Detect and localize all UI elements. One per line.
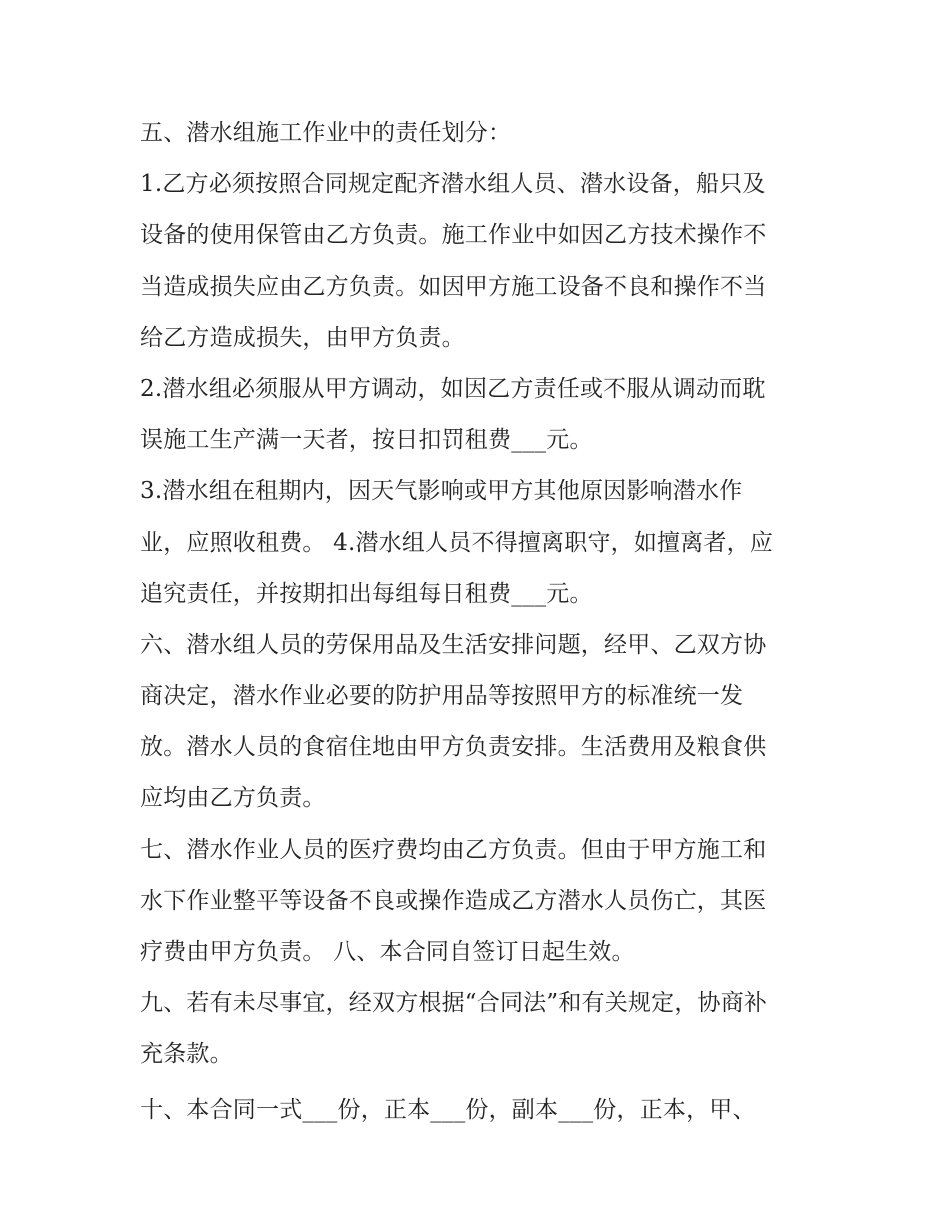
text-line: 给乙方造成损失，由甲方负责。 bbox=[140, 324, 465, 351]
text-line: 2.潜水组必须服从甲方调动，如因乙方责任或不服从调动而耽 bbox=[140, 375, 766, 402]
text-line: 放。潜水人员的食宿住地由甲方负责安排。生活费用及粮食供 bbox=[140, 734, 767, 761]
text-line: 设备的使用保管由乙方负责。施工作业中如因乙方技术操作不 bbox=[140, 222, 767, 249]
text-line: 3.潜水组在租期内，因天气影响或甲方其他原因影响潜水作 bbox=[140, 478, 743, 505]
text-line: 疗费由甲方负责。 八、本合同自签订日起生效。 bbox=[140, 939, 635, 965]
text-line: 当造成损失应由乙方负责。如因甲方施工设备不良和操作不当 bbox=[140, 273, 767, 300]
text-line: 误施工生产满一天者，按日扣罚租费___元。 bbox=[140, 427, 593, 454]
document-body bbox=[140, 108, 815, 1136]
text-line: 商决定，潜水作业必要的防护用品等按照甲方的标准统一发 bbox=[140, 683, 744, 710]
text-line: 六、潜水组人员的劳保用品及生活安排问题，经甲、乙双方协 bbox=[140, 631, 767, 658]
text-line: 充条款。 bbox=[140, 1041, 233, 1068]
text-line: 七、潜水作业人员的医疗费均由乙方负责。但由于甲方施工和 bbox=[140, 836, 767, 863]
text-line: 水下作业整平等设备不良或操作造成乙方潜水人员伤亡，其医 bbox=[140, 887, 767, 914]
text-line: 业，应照收租费。 4.潜水组人员不得擅离职守，如擅离者，应 bbox=[140, 529, 774, 556]
text-line: 应均由乙方负责。 bbox=[140, 785, 326, 812]
text-line: 1.乙方必须按照合同规定配齐潜水组人员、潜水设备，船只及 bbox=[140, 171, 766, 198]
text-line: 五、潜水组施工作业中的责任划分： bbox=[140, 120, 512, 146]
text-line: 十、本合同一式___份，正本___份，副本___份，正本，甲、 bbox=[140, 1096, 756, 1123]
text-line: 追究责任，并按期扣出每组每日租费___元。 bbox=[140, 580, 593, 607]
text-line: 九、若有未尽事宜，经双方根据“合同法”和有关规定，协商补 bbox=[140, 990, 768, 1017]
